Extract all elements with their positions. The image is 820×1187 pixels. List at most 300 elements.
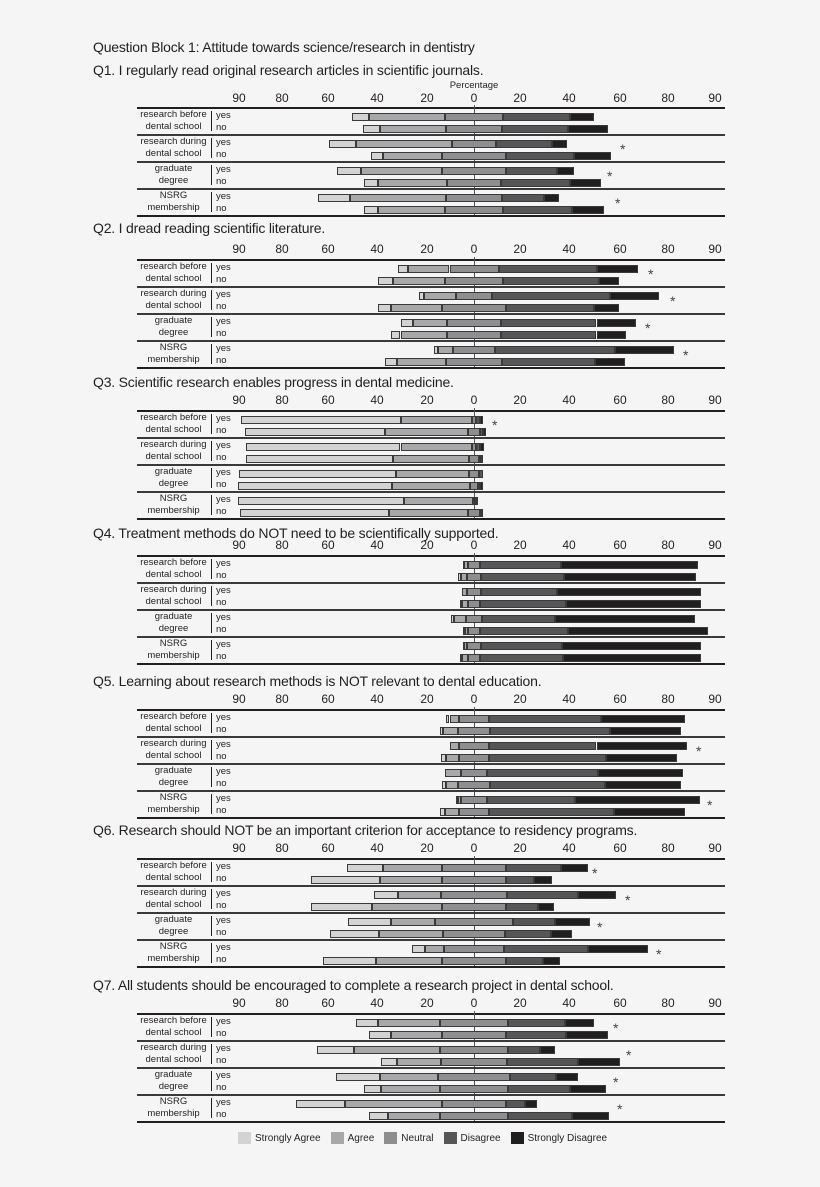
axis-tick-label: 20: [513, 692, 527, 706]
bar-segment-strongly-disagree: [605, 781, 681, 789]
axis-tick-label: 40: [370, 692, 384, 706]
legend-swatch: [384, 1132, 397, 1144]
row-label-no: no: [216, 176, 227, 187]
bar-segment-agree: [424, 292, 456, 300]
row-label-no: no: [216, 1028, 227, 1039]
bar-segment-strongly-agree: [311, 903, 372, 911]
group-label-line: research during: [140, 584, 207, 595]
group-label-line: dental school: [145, 872, 202, 883]
bar-segment-neutral: [469, 470, 479, 478]
bar-segment-strongly-agree: [317, 1046, 354, 1054]
bar-segment-strongly-agree: [378, 304, 390, 312]
bar-segment-strongly-disagree: [525, 1100, 536, 1108]
group-divider: [211, 468, 212, 488]
bar-segment-strongly-disagree: [594, 304, 619, 312]
bar-segment-agree: [425, 945, 444, 953]
axis-tick-label: 60: [613, 538, 627, 552]
significance-asterisk: *: [645, 320, 651, 336]
group-label: [137, 342, 210, 366]
axis-tick-label: 90: [708, 91, 722, 105]
bar-segment-neutral: [440, 1085, 509, 1093]
group-label: [137, 190, 210, 214]
group-rule: [137, 663, 725, 665]
bar-segment-neutral: [442, 1031, 506, 1039]
row-label-yes: yes: [216, 915, 231, 926]
group-rule: [137, 518, 725, 520]
bar-segment-strongly-disagree: [570, 113, 595, 121]
bar-segment-strongly-disagree: [595, 358, 624, 366]
group-label: [137, 738, 210, 762]
bar-segment-neutral: [467, 642, 480, 650]
significance-asterisk: *: [625, 892, 631, 908]
group-divider: [211, 559, 212, 579]
row-label-yes: yes: [216, 712, 231, 723]
bar-segment-disagree: [510, 1073, 557, 1081]
legend-item-n: [384, 1132, 433, 1144]
row-label-yes: yes: [216, 585, 231, 596]
group-label-line: dental school: [145, 121, 202, 132]
bar-segment-strongly-disagree: [574, 152, 611, 160]
bar-segment-strongly-disagree: [575, 796, 700, 804]
bar-segment-agree: [381, 1085, 440, 1093]
group-label-line: NSRG: [159, 190, 188, 201]
bar-segment-neutral: [461, 796, 487, 804]
block-title: Question Block 1: Attitude towards science/research in dentistry: [93, 39, 475, 55]
bar-segment-strongly-agree: [329, 140, 356, 148]
bar-segment-agree: [389, 509, 467, 517]
group-label-line: membership: [147, 1108, 200, 1119]
group-label-line: research before: [140, 557, 207, 568]
group-divider: [211, 1098, 212, 1118]
group-label-line: dental school: [145, 273, 202, 284]
bar-segment-neutral: [441, 1058, 507, 1066]
axis-tick-label: 90: [708, 538, 722, 552]
axis-tick-label: 40: [370, 538, 384, 552]
group-divider: [211, 862, 212, 882]
row-label-yes: yes: [216, 191, 231, 202]
question-title: Q5. Learning about research methods is NOT relevant to dental education.: [93, 673, 542, 689]
bar-segment-agree: [443, 727, 458, 735]
bar-segment-agree: [345, 1100, 442, 1108]
bar-segment-strongly-disagree: [483, 428, 486, 436]
group-divider: [211, 1017, 212, 1037]
bar-segment-agree: [392, 482, 470, 490]
axis-tick-label: 90: [708, 242, 722, 256]
row-label-no: no: [216, 570, 227, 581]
bar-segment-neutral: [467, 588, 481, 596]
axis-tick-label: 40: [370, 242, 384, 256]
group-rule: [137, 1040, 725, 1042]
group-label-line: degree: [158, 478, 189, 489]
bar-segment-disagree: [496, 140, 552, 148]
bar-segment-neutral: [440, 1046, 509, 1054]
axis-tick-label: 60: [321, 538, 335, 552]
bar-segment-strongly-agree: [245, 428, 385, 436]
axis-tick-label: 80: [661, 242, 675, 256]
axis-rule: [137, 107, 725, 109]
bar-segment-disagree: [495, 346, 615, 354]
group-label-line: membership: [147, 354, 200, 365]
bar-segment-strongly-agree: [241, 416, 400, 424]
bar-segment-strongly-agree: [246, 455, 393, 463]
bar-segment-strongly-agree: [296, 1100, 345, 1108]
row-label-no: no: [216, 873, 227, 884]
axis-tick-label: 90: [232, 91, 246, 105]
bar-segment-strongly-disagree: [578, 891, 616, 899]
row-label-yes: yes: [216, 440, 231, 451]
row-label-yes: yes: [216, 494, 231, 505]
bar-segment-strongly-disagree: [534, 876, 552, 884]
bar-segment-strongly-agree: [356, 1019, 378, 1027]
bar-segment-strongly-disagree: [561, 864, 588, 872]
bar-segment-strongly-disagree: [566, 600, 701, 608]
bar-segment-neutral: [461, 769, 488, 777]
bar-segment-strongly-disagree: [599, 277, 619, 285]
legend-swatch: [511, 1132, 524, 1144]
group-rule: [137, 790, 725, 792]
bar-segment-strongly-agree: [364, 1085, 381, 1093]
group-label-line: membership: [147, 202, 200, 213]
axis-tick-label: 60: [321, 841, 335, 855]
axis-rule: [137, 555, 725, 557]
question-title: Q7. All students should be encouraged to complete a research project in dental school.: [93, 977, 614, 993]
bar-segment-neutral: [445, 206, 504, 214]
group-divider: [211, 192, 212, 212]
bar-segment-strongly-disagree: [597, 265, 639, 273]
group-label-line: NSRG: [159, 638, 188, 649]
row-label-no: no: [216, 479, 227, 490]
bar-segment-strongly-agree: [364, 179, 379, 187]
bar-segment-neutral: [446, 125, 502, 133]
bar-segment-agree: [385, 428, 468, 436]
row-label-no: no: [216, 778, 227, 789]
bar-segment-strongly-disagree: [572, 1112, 609, 1120]
group-label-line: dental school: [145, 148, 202, 159]
bar-segment-disagree: [501, 319, 597, 327]
group-divider: [211, 317, 212, 337]
group-label: [137, 638, 210, 662]
bar-segment-disagree: [506, 864, 561, 872]
bar-segment-neutral: [438, 1073, 509, 1081]
question-title: Q3. Scientific research enables progress in dental medicine.: [93, 374, 454, 390]
row-label-no: no: [216, 751, 227, 762]
axis-tick-label: 80: [275, 996, 289, 1010]
significance-asterisk: *: [617, 1101, 623, 1117]
bar-segment-strongly-disagree: [562, 642, 702, 650]
row-label-yes: yes: [216, 164, 231, 175]
row-label-no: no: [216, 624, 227, 635]
bar-segment-disagree: [508, 1085, 569, 1093]
bar-segment-disagree: [502, 194, 544, 202]
bar-segment-strongly-agree: [348, 918, 391, 926]
significance-asterisk: *: [707, 797, 713, 813]
bar-segment-disagree: [506, 876, 534, 884]
bar-segment-strongly-agree: [240, 509, 389, 517]
bar-segment-strongly-agree: [369, 1112, 389, 1120]
legend-item-a: [331, 1132, 375, 1144]
group-divider: [211, 263, 212, 283]
bar-segment-strongly-agree: [238, 482, 392, 490]
group-divider: [211, 943, 212, 963]
axis-tick-label: 60: [613, 393, 627, 407]
axis-tick-label: 40: [562, 242, 576, 256]
row-label-no: no: [216, 597, 227, 608]
bar-segment-neutral: [459, 715, 488, 723]
bar-segment-disagree: [499, 265, 597, 273]
bar-segment-agree: [378, 179, 447, 187]
axis-tick-label: 40: [370, 996, 384, 1010]
group-divider: [211, 1044, 212, 1064]
row-label-yes: yes: [216, 1097, 231, 1108]
bar-segment-strongly-disagree: [561, 561, 698, 569]
significance-asterisk: *: [620, 141, 626, 157]
significance-asterisk: *: [492, 417, 498, 433]
group-divider: [211, 414, 212, 434]
row-label-yes: yes: [216, 1016, 231, 1027]
group-label: [137, 792, 210, 816]
group-label: [137, 315, 210, 339]
question-title: Q2. I dread reading scientific literature.: [93, 220, 326, 236]
group-label: [137, 109, 210, 133]
bar-segment-agree: [391, 304, 442, 312]
bar-segment-strongly-disagree: [615, 346, 674, 354]
bar-segment-strongly-agree: [337, 167, 362, 175]
bar-segment-neutral: [447, 179, 501, 187]
significance-asterisk: *: [607, 168, 613, 184]
axis-tick-label: 80: [275, 692, 289, 706]
bar-segment-strongly-disagree: [480, 482, 482, 490]
axis-tick-label: 20: [420, 538, 434, 552]
bar-segment-neutral: [440, 1019, 509, 1027]
group-label-line: membership: [147, 505, 200, 516]
bar-segment-strongly-disagree: [551, 930, 572, 938]
group-divider: [211, 111, 212, 131]
axis-rule: [137, 410, 725, 412]
group-label-line: dental school: [145, 424, 202, 435]
group-divider: [211, 344, 212, 364]
bar-segment-strongly-disagree: [588, 945, 648, 953]
group-label: [137, 261, 210, 285]
legend-label: Disagree: [460, 1132, 501, 1144]
legend-item-sa: [238, 1132, 321, 1144]
bar-segment-disagree: [504, 945, 588, 953]
bar-segment-disagree: [503, 206, 572, 214]
axis-tick-label: 80: [275, 91, 289, 105]
group-divider: [211, 794, 212, 814]
group-divider: [211, 713, 212, 733]
axis-tick-label: 90: [232, 841, 246, 855]
group-label-line: research before: [140, 711, 207, 722]
group-label-line: dental school: [145, 300, 202, 311]
bar-segment-neutral: [447, 319, 501, 327]
legend-item-sd: [511, 1132, 607, 1144]
bar-segment-strongly-disagree: [578, 1058, 620, 1066]
bar-segment-strongly-disagree: [597, 331, 626, 339]
bar-segment-strongly-disagree: [566, 1031, 608, 1039]
significance-asterisk: *: [670, 293, 676, 309]
group-label: [137, 288, 210, 312]
bar-segment-disagree: [502, 358, 595, 366]
significance-asterisk: *: [626, 1047, 632, 1063]
axis-tick-label: 0: [470, 692, 478, 706]
bar-segment-disagree: [505, 930, 552, 938]
group-divider: [211, 613, 212, 633]
group-label: [137, 711, 210, 735]
bar-segment-disagree: [487, 769, 597, 777]
axis-rule: [137, 858, 725, 860]
bar-segment-strongly-disagree: [480, 443, 483, 451]
axis-tick-label: 0: [470, 538, 478, 552]
bar-segment-neutral: [468, 561, 480, 569]
bar-segment-disagree: [480, 627, 568, 635]
row-label-yes: yes: [216, 289, 231, 300]
group-label-line: degree: [158, 1081, 189, 1092]
bar-segment-strongly-disagree: [557, 167, 574, 175]
group-divider: [211, 495, 212, 515]
bar-segment-strongly-disagree: [610, 727, 681, 735]
group-label: [137, 1096, 210, 1120]
bar-segment-agree: [401, 416, 472, 424]
bar-segment-disagree: [507, 1058, 578, 1066]
row-label-no: no: [216, 900, 227, 911]
bar-segment-strongly-disagree: [565, 1019, 594, 1027]
group-label-line: graduate: [154, 315, 193, 326]
group-label-line: graduate: [154, 1069, 193, 1080]
group-label-line: membership: [147, 804, 200, 815]
bar-segment-neutral: [466, 615, 482, 623]
group-rule: [137, 1067, 725, 1069]
group-divider: [211, 586, 212, 606]
row-label-no: no: [216, 203, 227, 214]
group-label-line: research during: [140, 738, 207, 749]
significance-asterisk: *: [597, 919, 603, 935]
bar-segment-agree: [378, 206, 444, 214]
group-label-line: research before: [140, 109, 207, 120]
group-rule: [137, 582, 725, 584]
bar-segment-strongly-agree: [369, 1031, 391, 1039]
group-label-line: graduate: [154, 914, 193, 925]
bar-segment-neutral: [442, 957, 506, 965]
group-rule: [137, 286, 725, 288]
bar-segment-neutral: [446, 194, 502, 202]
bar-segment-agree: [438, 346, 453, 354]
group-label-line: dental school: [145, 596, 202, 607]
group-rule: [137, 134, 725, 136]
axis-tick-label: 40: [562, 692, 576, 706]
bar-segment-strongly-disagree: [614, 808, 685, 816]
significance-asterisk: *: [648, 266, 654, 282]
bar-segment-strongly-agree: [371, 152, 383, 160]
group-divider: [211, 916, 212, 936]
group-label-line: research during: [140, 288, 207, 299]
axis-tick-label: 0: [470, 841, 478, 855]
bar-segment-agree: [380, 125, 446, 133]
axis-tick-label: 20: [513, 996, 527, 1010]
significance-asterisk: *: [615, 195, 621, 211]
group-label-line: dental school: [145, 1027, 202, 1038]
axis-tick-label: 20: [513, 538, 527, 552]
row-label-yes: yes: [216, 888, 231, 899]
bar-segment-strongly-agree: [381, 1058, 397, 1066]
bar-segment-strongly-agree: [378, 277, 393, 285]
bar-segment-disagree: [489, 742, 597, 750]
group-rule: [137, 188, 725, 190]
row-label-yes: yes: [216, 558, 231, 569]
group-divider: [211, 138, 212, 158]
row-label-no: no: [216, 1055, 227, 1066]
axis-rule: [137, 259, 725, 261]
bar-segment-strongly-disagree: [570, 179, 602, 187]
bar-segment-disagree: [506, 957, 543, 965]
group-rule: [137, 1121, 725, 1123]
bar-segment-disagree: [506, 1100, 526, 1108]
bar-segment-disagree: [507, 891, 578, 899]
axis-tick-label: 80: [275, 242, 289, 256]
axis-tick-label: 20: [420, 841, 434, 855]
bar-segment-strongly-disagree: [552, 140, 567, 148]
group-label-line: dental school: [145, 899, 202, 910]
bar-segment-neutral: [467, 573, 480, 581]
group-label-line: membership: [147, 953, 200, 964]
axis-title: Percentage: [449, 80, 499, 91]
row-label-no: no: [216, 1082, 227, 1093]
axis-tick-label: 80: [661, 841, 675, 855]
bar-segment-strongly-agree: [374, 891, 399, 899]
group-rule: [137, 912, 725, 914]
bar-segment-strongly-disagree: [606, 754, 677, 762]
bar-segment-agree: [361, 167, 442, 175]
bar-segment-neutral: [442, 1100, 506, 1108]
group-label-line: NSRG: [159, 792, 188, 803]
significance-asterisk: *: [656, 946, 662, 962]
bar-segment-strongly-disagree: [544, 194, 559, 202]
bar-segment-strongly-disagree: [481, 455, 483, 463]
bar-segment-strongly-agree: [412, 945, 425, 953]
bar-segment-strongly-disagree: [556, 1073, 578, 1081]
bar-segment-strongly-disagree: [540, 1046, 555, 1054]
axis-tick-label: 40: [370, 91, 384, 105]
bar-segment-strongly-agree: [352, 113, 369, 121]
group-label: [137, 1069, 210, 1093]
axis-tick-label: 20: [420, 242, 434, 256]
bar-segment-disagree: [502, 125, 568, 133]
bar-segment-neutral: [468, 600, 480, 608]
bar-segment-agree: [398, 891, 441, 899]
legend-label: Agree: [347, 1132, 375, 1144]
bar-segment-strongly-agree: [391, 331, 401, 339]
group-label-line: degree: [158, 327, 189, 338]
bar-segment-strongly-disagree: [555, 615, 695, 623]
group-label: [137, 611, 210, 635]
group-rule: [137, 340, 725, 342]
bar-segment-neutral: [468, 428, 480, 436]
group-label-line: dental school: [145, 750, 202, 761]
legend-swatch: [238, 1132, 251, 1144]
group-label-line: NSRG: [159, 941, 188, 952]
group-label: [137, 765, 210, 789]
axis-tick-label: 0: [470, 996, 478, 1010]
group-label-line: dental school: [145, 451, 202, 462]
bar-segment-agree: [383, 152, 442, 160]
question-title: Q1. I regularly read original research articles in scientific journals.: [93, 62, 484, 78]
bar-segment-agree: [378, 1019, 439, 1027]
group-label-line: dental school: [145, 1054, 202, 1065]
axis-rule: [137, 709, 725, 711]
bar-segment-agree: [369, 113, 445, 121]
bar-segment-neutral: [441, 891, 507, 899]
bar-segment-agree: [356, 140, 452, 148]
axis-tick-label: 60: [321, 393, 335, 407]
